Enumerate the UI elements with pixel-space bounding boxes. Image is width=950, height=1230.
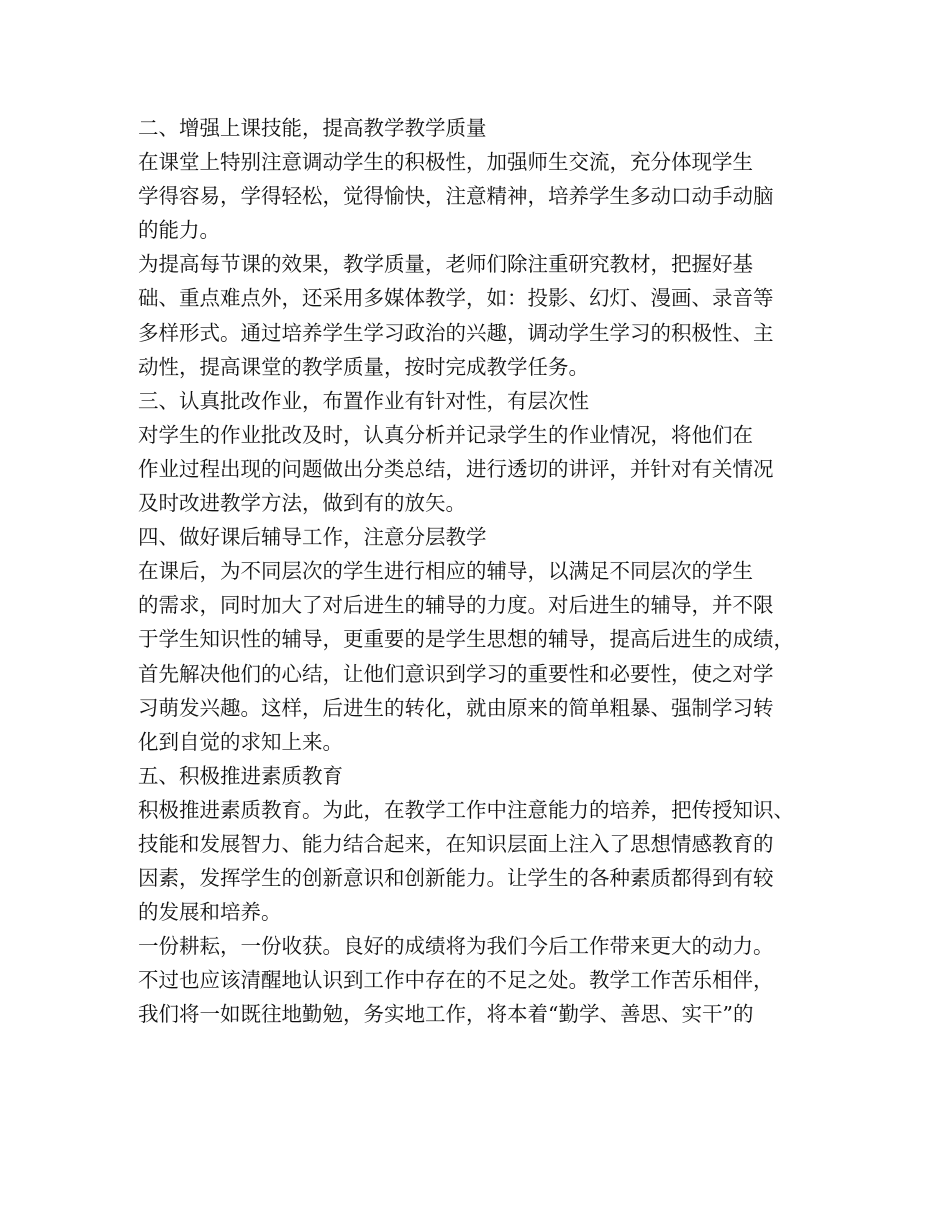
paragraph-line: 一份耕耘，一份收获。良好的成绩将为我们今后工作带来更大的动力。 bbox=[138, 934, 774, 959]
paragraph-line: 首先解决他们的心结，让他们意识到学习的重要性和必要性，使之对学 bbox=[138, 661, 774, 686]
paragraph-line: 积极推进素质教育。为此，在教学工作中注意能力的培养，把传授知识、 bbox=[138, 797, 794, 822]
paragraph-line: 在课堂上特别注意调动学生的积极性，加强师生交流，充分体现学生 bbox=[138, 150, 753, 175]
paragraph-line: 动性，提高课堂的教学质量，按时完成教学任务。 bbox=[138, 354, 589, 379]
paragraph-line: 因素，发挥学生的创新意识和创新能力。让学生的各种素质都得到有较 bbox=[138, 866, 774, 891]
section-heading-5: 五、积极推进素质教育 bbox=[138, 763, 343, 788]
paragraph-line: 技能和发展智力、能力结合起来，在知识层面上注入了思想情感教育的 bbox=[138, 831, 774, 856]
paragraph-line: 的发展和培养。 bbox=[138, 900, 282, 925]
paragraph-line: 对学生的作业批改及时，认真分析并记录学生的作业情况，将他们在 bbox=[138, 422, 753, 447]
section-heading-3: 三、认真批改作业，布置作业有针对性，有层次性 bbox=[138, 388, 589, 413]
paragraph-line: 在课后，为不同层次的学生进行相应的辅导，以满足不同层次的学生 bbox=[138, 559, 753, 584]
paragraph-line: 为提高每节课的效果，教学质量，老师们除注重研究教材，把握好基 bbox=[138, 252, 753, 277]
paragraph-line: 化到自觉的求知上来。 bbox=[138, 729, 343, 754]
section-heading-4: 四、做好课后辅导工作，注意分层教学 bbox=[138, 525, 487, 550]
paragraph-line: 学得容易，学得轻松，觉得愉快，注意精神，培养学生多动口动手动脑 bbox=[138, 184, 774, 209]
paragraph-line: 习萌发兴趣。这样，后进生的转化，就由原来的简单粗暴、强制学习转 bbox=[138, 695, 774, 720]
paragraph-line: 于学生知识性的辅导，更重要的是学生思想的辅导，提高后进生的成绩， bbox=[138, 627, 794, 652]
paragraph-line: 的能力。 bbox=[138, 218, 220, 243]
paragraph-line: 不过也应该清醒地认识到工作中存在的不足之处。教学工作苦乐相伴， bbox=[138, 968, 774, 993]
paragraph-line: 我们将一如既往地勤勉，务实地工作，将本着“勤学、善思、实干”的 bbox=[138, 1002, 754, 1027]
paragraph-line: 多样形式。通过培养学生学习政治的兴趣，调动学生学习的积极性、主 bbox=[138, 320, 774, 345]
paragraph-line: 础、重点难点外，还采用多媒体教学，如：投影、幻灯、漫画、录音等 bbox=[138, 286, 774, 311]
paragraph-line: 作业过程出现的问题做出分类总结，进行透切的讲评，并针对有关情况 bbox=[138, 456, 774, 481]
section-heading-2: 二、增强上课技能，提高教学教学质量 bbox=[138, 116, 487, 140]
paragraph-line: 及时改进教学方法，做到有的放矢。 bbox=[138, 491, 466, 516]
document-body bbox=[138, 111, 828, 1032]
paragraph-line: 的需求，同时加大了对后进生的辅导的力度。对后进生的辅导，并不限 bbox=[138, 593, 774, 618]
